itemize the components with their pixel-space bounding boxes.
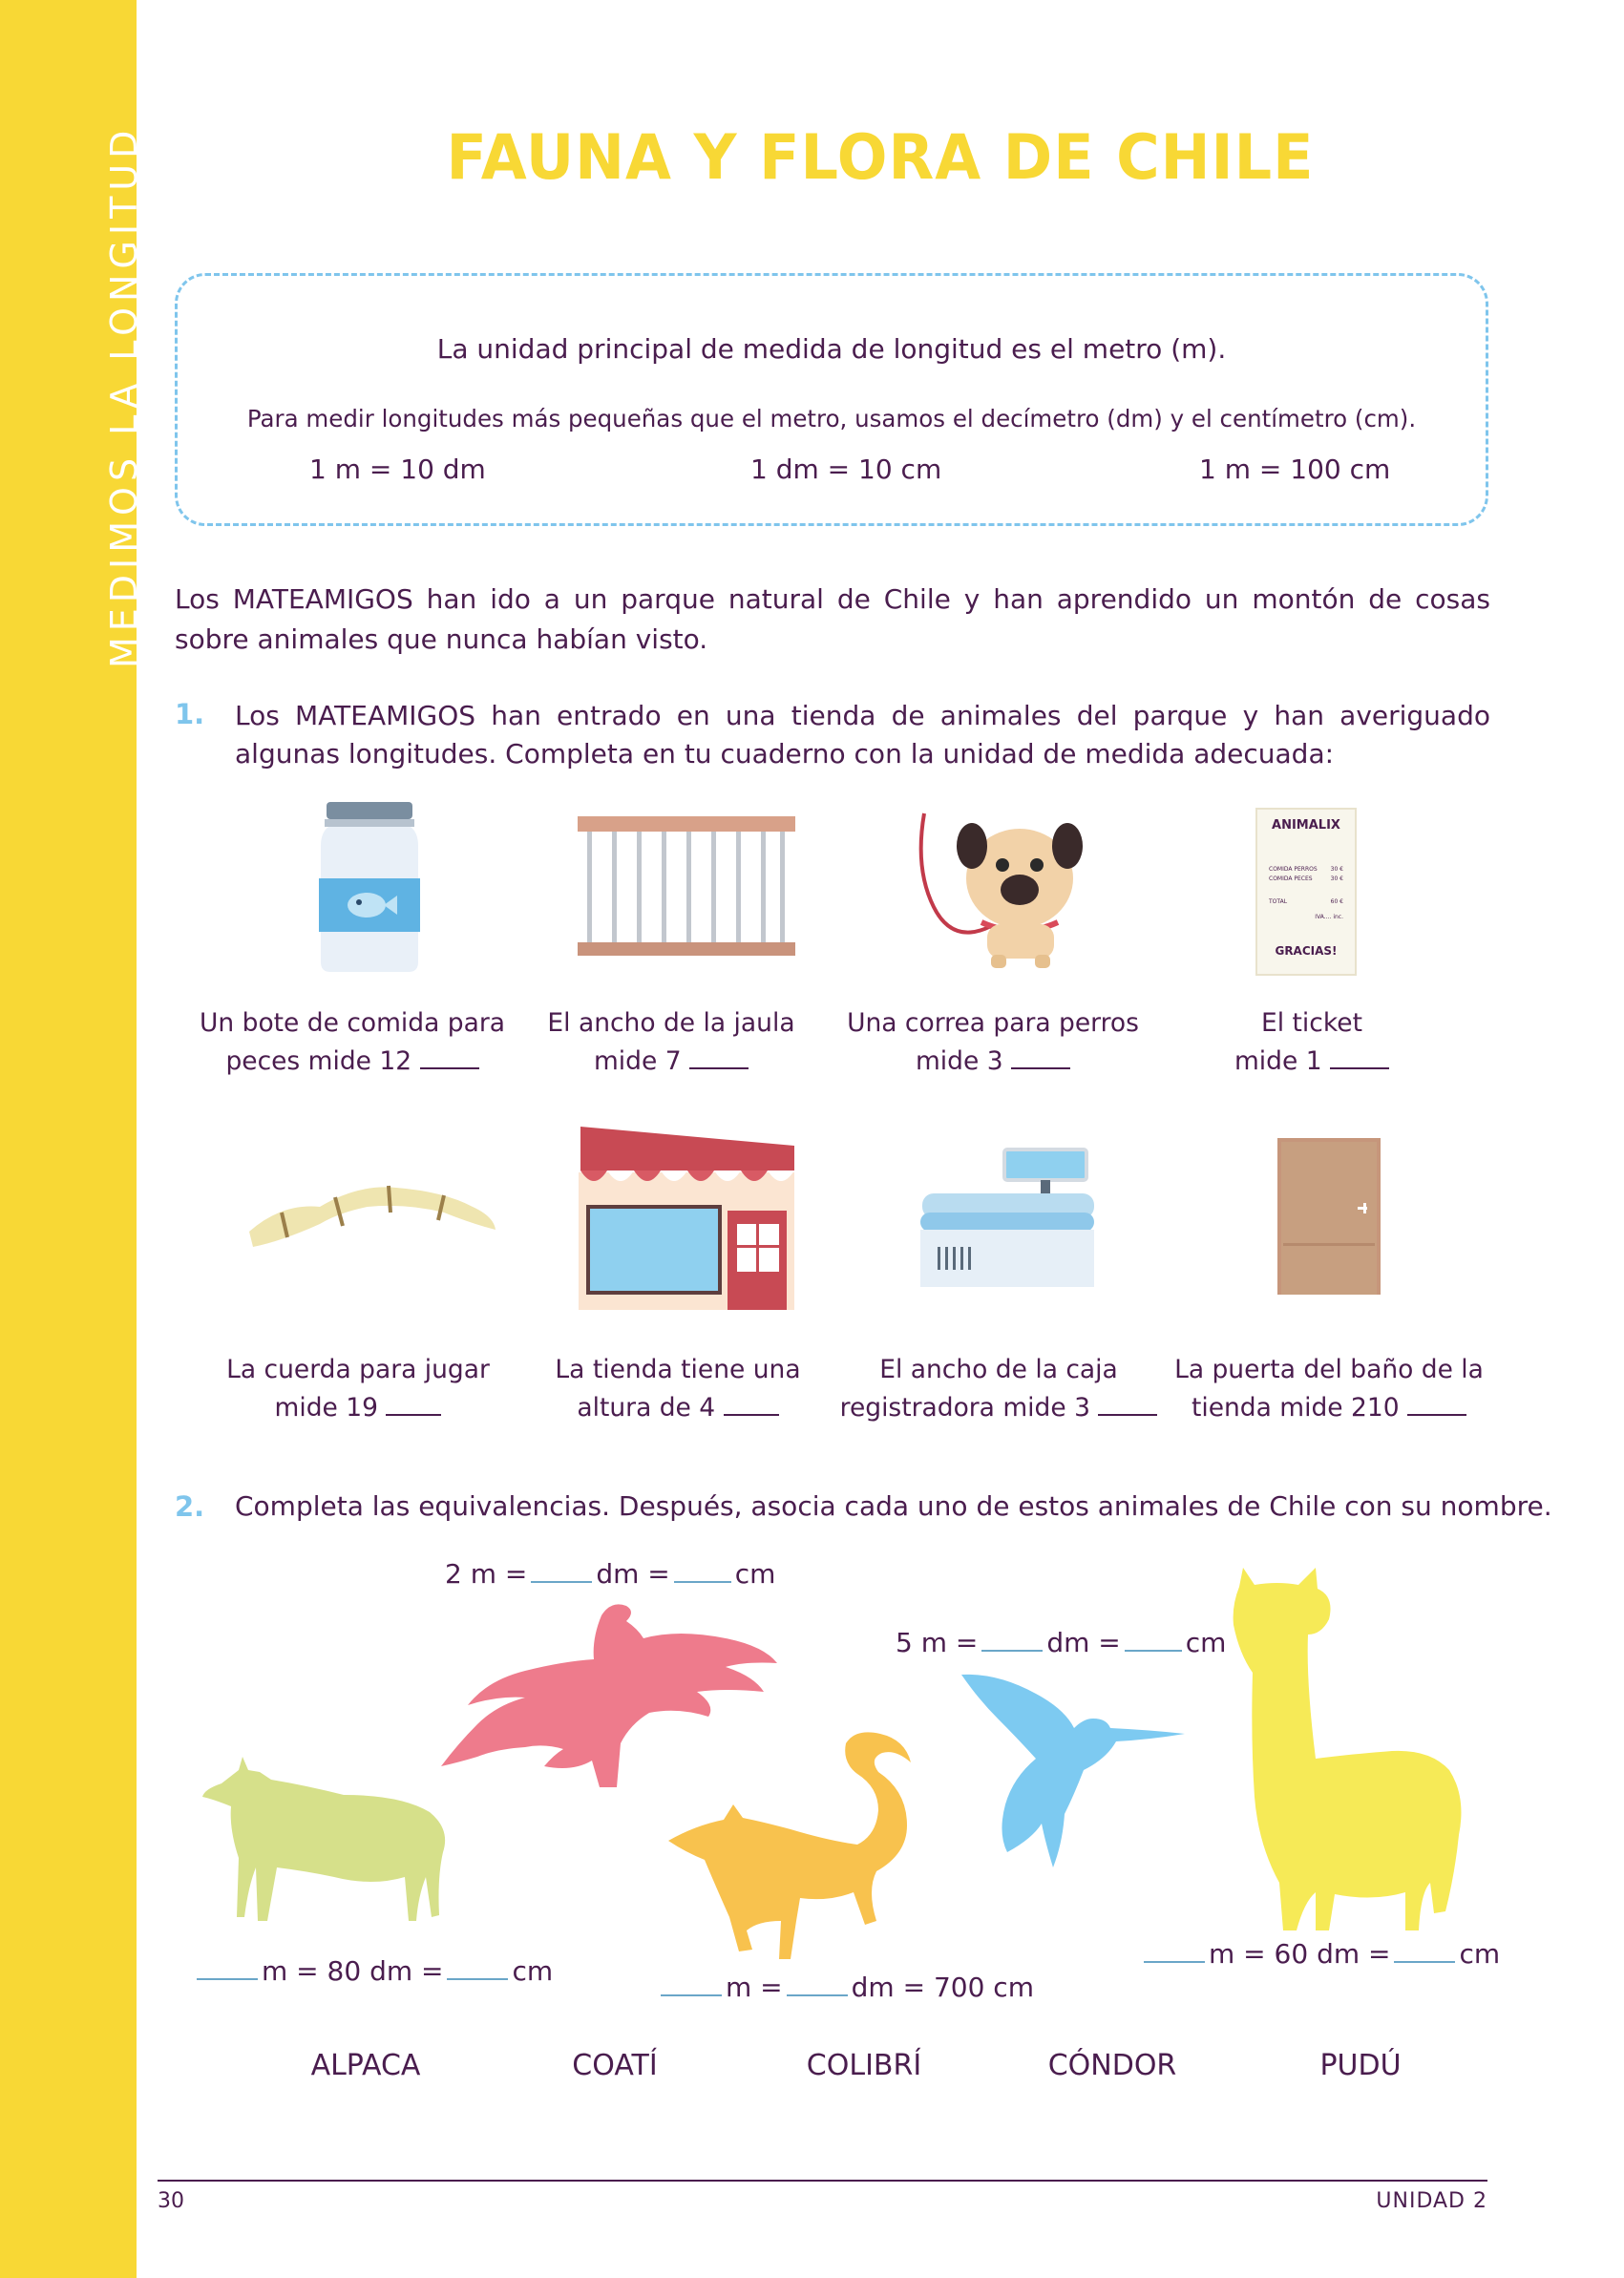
answer-blank[interactable] bbox=[1407, 1391, 1466, 1416]
caption-line: mide 1 bbox=[1234, 1046, 1322, 1076]
caption-line: Una correa para perros bbox=[847, 1008, 1139, 1038]
answer-blank[interactable] bbox=[1125, 1629, 1182, 1652]
answer-blank[interactable] bbox=[420, 1044, 479, 1069]
answer-blank[interactable] bbox=[674, 1560, 731, 1583]
cash-register-icon bbox=[917, 1146, 1098, 1291]
receipt-total: TOTAL bbox=[1269, 898, 1288, 905]
item-caption-cage bbox=[518, 1004, 824, 1081]
dog-leash-icon bbox=[915, 812, 1098, 974]
answer-blank[interactable] bbox=[1330, 1044, 1389, 1069]
receipt-icon bbox=[1255, 808, 1357, 976]
caption-line: altura de 4 bbox=[577, 1393, 716, 1423]
equivalence-m-cm: 1 m = 100 cm bbox=[1199, 453, 1391, 485]
formula-text: dm = bbox=[596, 1558, 670, 1590]
item-caption-ticket bbox=[1159, 1004, 1465, 1081]
colibri-shape bbox=[961, 1675, 1185, 1867]
alpaca-silhouette bbox=[1230, 1568, 1466, 1934]
info-box bbox=[175, 273, 1488, 526]
info-main-unit: La unidad principal de medida de longitud es el metro (m). bbox=[436, 333, 1227, 365]
formula-alpaca bbox=[1140, 1938, 1500, 1970]
exercise-2-number: 2. bbox=[175, 1490, 205, 1523]
answer-blank[interactable] bbox=[787, 1973, 848, 1996]
caption-line: La tienda tiene una bbox=[555, 1355, 801, 1384]
caption-line: mide 19 bbox=[274, 1393, 378, 1423]
info-smaller-units: Para medir longitudes más pequeñas que el metro, usamos el decímetro (dm) y el centímetro (cm). bbox=[246, 405, 1417, 432]
equivalence-dm-cm: 1 dm = 10 cm bbox=[750, 453, 942, 485]
receipt-row-2: COMIDA PECES bbox=[1269, 875, 1313, 882]
footer-divider bbox=[158, 2180, 1487, 2182]
answer-blank[interactable] bbox=[1098, 1391, 1157, 1416]
hummingbird-silhouette bbox=[960, 1671, 1187, 1871]
coati-shape bbox=[668, 1732, 911, 1959]
formula-text: m = bbox=[726, 1972, 783, 2003]
formula-text: cm bbox=[1185, 1627, 1227, 1658]
receipt-shop-name: ANIMALIX bbox=[1272, 818, 1340, 833]
answer-blank[interactable] bbox=[531, 1560, 592, 1583]
formula-text: 2 m = bbox=[445, 1558, 528, 1590]
page-number: 30 bbox=[158, 2189, 184, 2213]
answer-blank[interactable] bbox=[981, 1629, 1043, 1652]
answer-blank[interactable] bbox=[197, 1957, 258, 1980]
animal-name-coati: COATÍ bbox=[572, 2049, 658, 2082]
answer-blank[interactable] bbox=[1011, 1044, 1070, 1069]
receipt-row-1: COMIDA PERROS bbox=[1269, 866, 1318, 873]
alpaca-shape bbox=[1234, 1568, 1462, 1930]
formula-condor bbox=[445, 1558, 775, 1590]
receipt-row-2-value: 30 € bbox=[1330, 875, 1343, 882]
animal-name-condor: CÓNDOR bbox=[1047, 2049, 1177, 2082]
answer-blank[interactable] bbox=[386, 1391, 441, 1416]
item-caption-door bbox=[1167, 1351, 1491, 1427]
exercise-2-instructions: Completa las equivalencias. Después, asocia cada uno de estos animales de Chile con su nombre. bbox=[235, 1490, 1552, 1522]
exercise-1-instructions: Los MATEAMIGOS han entrado en una tienda de animales del parque y han averiguado algunas longitudes. Completa en tu cuaderno con la unidad de medida adecuada: bbox=[235, 700, 1490, 770]
door-icon bbox=[1277, 1138, 1381, 1295]
item-caption-shop bbox=[525, 1351, 831, 1427]
formula-coati bbox=[657, 1972, 1034, 2003]
receipt-tax: IVA.... inc. bbox=[1315, 914, 1343, 920]
caption-line: El ticket bbox=[1261, 1008, 1362, 1038]
formula-pudu bbox=[193, 1955, 553, 1987]
answer-blank[interactable] bbox=[1144, 1940, 1205, 1963]
caption-line: La cuerda para jugar bbox=[226, 1355, 490, 1384]
receipt-row-1-value: 30 € bbox=[1330, 866, 1343, 873]
formula-colibri bbox=[896, 1627, 1226, 1658]
item-caption-rope bbox=[205, 1351, 511, 1427]
receipt-thanks: GRACIAS! bbox=[1275, 944, 1338, 958]
equivalence-m-dm: 1 m = 10 dm bbox=[309, 453, 486, 485]
formula-text: cm bbox=[512, 1955, 554, 1987]
sidebar-title: MEDIMOS LA LONGITUD bbox=[103, 124, 145, 668]
answer-blank[interactable] bbox=[724, 1391, 779, 1416]
answer-blank[interactable] bbox=[689, 1044, 749, 1069]
page-title: FAUNA Y FLORA DE CHILE bbox=[446, 120, 1315, 194]
formula-text: m = 60 dm = bbox=[1209, 1938, 1391, 1970]
animal-name-pudu: PUDÚ bbox=[1319, 2049, 1402, 2082]
caption-line: La puerta del baño de la bbox=[1174, 1355, 1484, 1384]
answer-blank[interactable] bbox=[447, 1957, 508, 1980]
caption-line: mide 3 bbox=[915, 1046, 1003, 1076]
answer-blank[interactable] bbox=[661, 1973, 722, 1996]
answer-blank[interactable] bbox=[1394, 1940, 1455, 1963]
pudu-shape bbox=[202, 1757, 445, 1921]
item-caption-fish-food bbox=[200, 1004, 505, 1081]
caption-line: Un bote de comida para bbox=[200, 1008, 505, 1038]
caption-line: El ancho de la jaula bbox=[547, 1008, 795, 1038]
coati-silhouette bbox=[666, 1730, 913, 1974]
item-caption-register bbox=[817, 1351, 1180, 1427]
cage-icon bbox=[576, 814, 797, 958]
shop-icon bbox=[575, 1125, 798, 1310]
formula-text: cm bbox=[734, 1558, 776, 1590]
formula-text: cm bbox=[1459, 1938, 1501, 1970]
caption-line: mide 7 bbox=[593, 1046, 682, 1076]
intro-paragraph: Los MATEAMIGOS han ido a un parque natural de Chile y han aprendido un montón de cosas sobre animales que nunca habían visto. bbox=[175, 583, 1490, 655]
caption-line: El ancho de la caja bbox=[879, 1355, 1118, 1384]
caption-line: peces mide 12 bbox=[225, 1046, 412, 1076]
animal-name-alpaca: ALPACA bbox=[310, 2049, 421, 2082]
formula-text: dm = bbox=[1046, 1627, 1121, 1658]
fish-food-jar-icon bbox=[315, 802, 430, 974]
sidebar bbox=[0, 0, 145, 2278]
pudu-silhouette bbox=[200, 1753, 453, 1930]
formula-text: m = 80 dm = bbox=[262, 1955, 444, 1987]
item-caption-leash bbox=[840, 1004, 1146, 1081]
caption-line: tienda mide 210 bbox=[1191, 1393, 1400, 1423]
exercise-1-number: 1. bbox=[175, 698, 205, 730]
rope-toy-icon bbox=[243, 1174, 501, 1255]
formula-text: dm = 700 cm bbox=[851, 1972, 1034, 2003]
caption-line: registradora mide 3 bbox=[839, 1393, 1090, 1423]
unit-label: UNIDAD 2 bbox=[1376, 2189, 1487, 2213]
receipt-total-value: 60 € bbox=[1330, 898, 1343, 905]
formula-text: 5 m = bbox=[896, 1627, 979, 1658]
animal-name-colibri: COLIBRÍ bbox=[806, 2049, 922, 2082]
